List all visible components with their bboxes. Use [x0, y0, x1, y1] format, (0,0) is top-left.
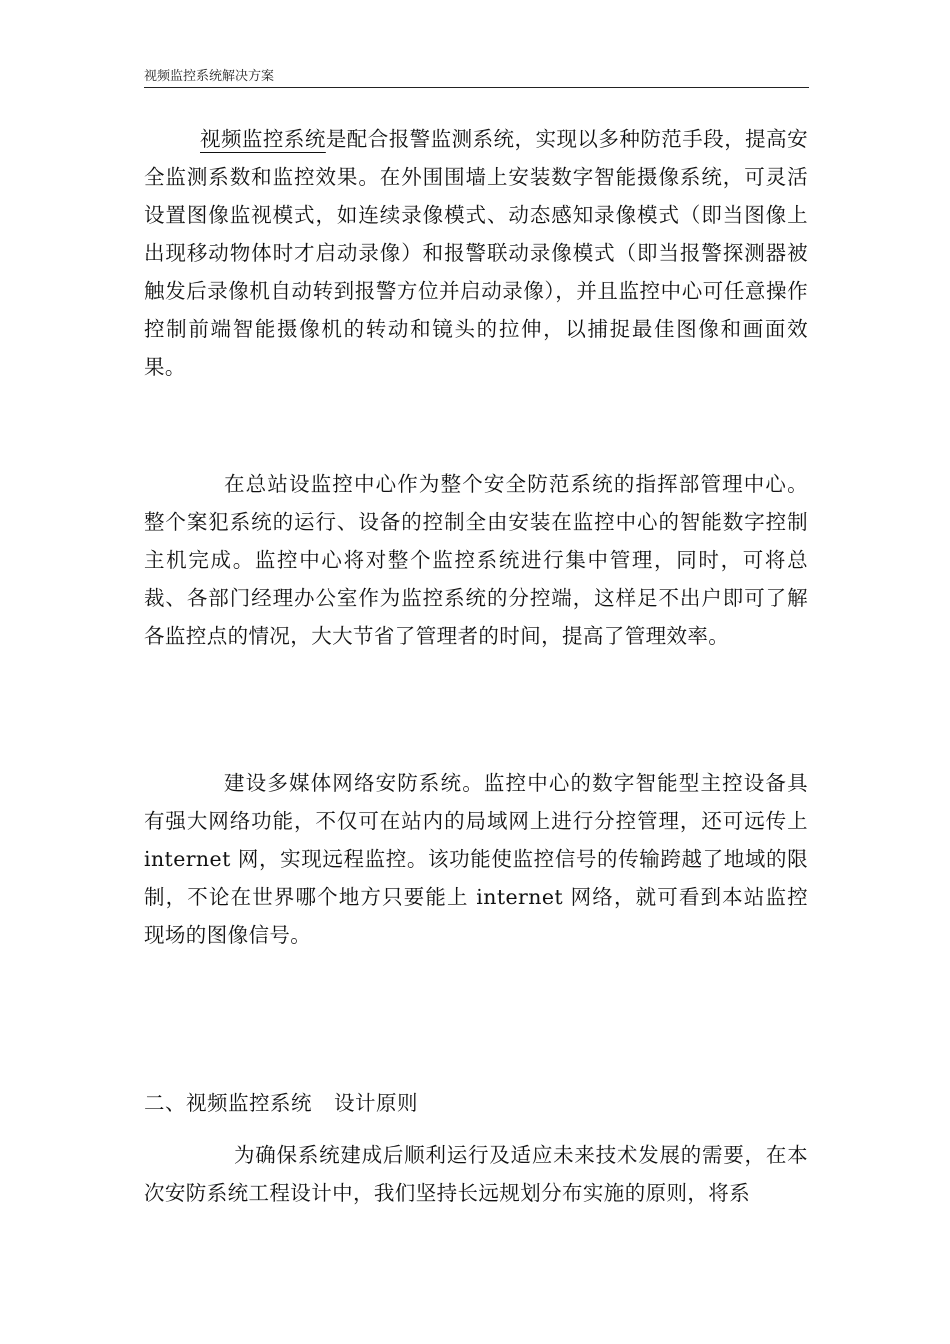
- paragraph-1: [144, 120, 808, 386]
- section-paragraph-text: 为确保系统建成后顺利运行及适应未来技术发展的需要，在本次安防系统工程设计中，我们坚持长远规划分布实施的原则，将系: [144, 1143, 808, 1205]
- section-paragraph: [144, 1136, 808, 1212]
- paragraph-2-text: 在总站设监控中心作为整个安全防范系统的指挥部管理中心。整个案犯系统的运行、设备的控制全由安装在监控中心的智能数字控制主机完成。监控中心将对整个监控系统进行集中管理，同时，可将总裁、各部门经理办公室作为监控系统的分控端，这样足不出户即可了解各监控点的情况，大大节省了管理者的时间，提高了管理效率。: [144, 472, 808, 648]
- paragraph-2: [144, 465, 808, 655]
- paragraph-1-text: 是配合报警监测系统，实现以多种防范手段，提高安全监测系数和监控效果。在外围围墙上安装数字智能摄像系统，可灵活设置图像监视模式，如连续录像模式、动态感知录像模式（即当图像上出现移动物体时才启动录像）和报警联动录像模式（即当报警探测器被触发后录像机自动转到报警方位并启动录像），并且监控中心可任意操作控制前端智能摄像机的转动和镜头的拉伸，以捕捉最佳图像和画面效果。: [144, 127, 808, 379]
- paragraph-3-text: 建设多媒体网络安防系统。监控中心的数字智能型主控设备具有强大网络功能，不仅可在站内的局域网上进行分控管理，还可远传上 internet 网，实现远程监控。该功能使监控信号的传输跨越了地域的限制，不论在世界哪个地方只要能上 internet 网络，就可看到本站监控现场的图像信号。: [144, 771, 808, 947]
- section-number: 二、视频监控系统: [144, 1091, 312, 1115]
- section-title: 设计原则: [334, 1091, 418, 1115]
- section-heading: [144, 1084, 808, 1122]
- underlined-term: 视频监控系统: [200, 127, 326, 151]
- page-header: 视频监控系统解决方案: [144, 68, 809, 88]
- paragraph-3: [144, 764, 808, 954]
